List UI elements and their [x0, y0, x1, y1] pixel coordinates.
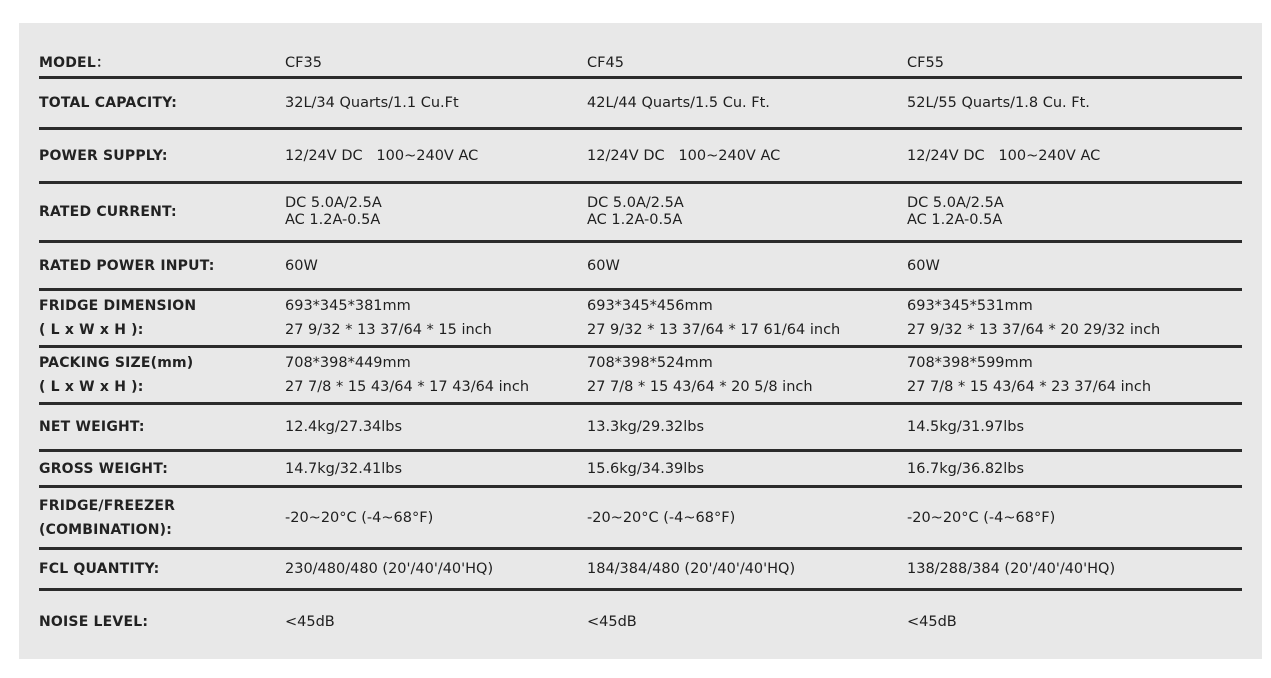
row-label: FCL QUANTITY: — [39, 561, 160, 577]
cf55-value: DC 5.0A/2.5A AC 1.2A-0.5A — [907, 195, 1004, 228]
row-label: NOISE LEVEL: — [39, 614, 149, 630]
spec-row-total-capacity — [39, 79, 1242, 127]
row-label: MODEL： — [39, 55, 111, 71]
row-label: FRIDGE DIMENSION ( L x W x H ): — [39, 298, 197, 338]
cf55-value: -20~20°C (-4~68°F) — [907, 509, 1056, 526]
cf55-value: 52L/55 Quarts/1.8 Cu. Ft. — [907, 95, 1090, 111]
cf35-value: DC 5.0A/2.5A AC 1.2A-0.5A — [285, 195, 382, 228]
spec-row-rated-power-input — [39, 243, 1242, 288]
cf55-value: 12/24V DC 100~240V AC — [907, 147, 1101, 164]
spec-table — [19, 23, 1262, 659]
cf35-value: 693*345*381mm 27 9/32 * 13 37/64 * 15 inch — [285, 298, 492, 338]
row-label: NET WEIGHT: — [39, 419, 145, 435]
cf45-value: 15.6kg/34.39lbs — [587, 460, 705, 477]
row-label: POWER SUPPLY: — [39, 147, 168, 164]
cf45-value: 708*398*524mm 27 7/8 * 15 43/64 * 20 5/8 inch — [587, 355, 813, 395]
row-label: RATED POWER INPUT: — [39, 257, 215, 274]
spec-row-packing-size — [39, 348, 1242, 402]
cf55-value: 16.7kg/36.82lbs — [907, 460, 1025, 477]
spec-row-fridge-dimension — [39, 291, 1242, 345]
cf45-value: 13.3kg/29.32lbs — [587, 419, 705, 435]
cf35-value: 230/480/480 (20'/40'/40'HQ) — [285, 561, 494, 577]
cf55-value: 138/288/384 (20'/40'/40'HQ) — [907, 561, 1116, 577]
spec-row-rated-current — [39, 184, 1242, 240]
cf45-value: 42L/44 Quarts/1.5 Cu. Ft. — [587, 95, 770, 111]
cf45-value: 184/384/480 (20'/40'/40'HQ) — [587, 561, 796, 577]
cf55-value: 14.5kg/31.97lbs — [907, 419, 1025, 435]
cf35-value: 708*398*449mm 27 7/8 * 15 43/64 * 17 43/64 inch — [285, 355, 530, 395]
cf55-value: 708*398*599mm 27 7/8 * 15 43/64 * 23 37/64 inch — [907, 355, 1152, 395]
spec-row-fridge-freezer — [39, 488, 1242, 547]
cf45-value: 60W — [587, 257, 620, 274]
spec-row-power-supply — [39, 130, 1242, 181]
cf35-value: 12.4kg/27.34lbs — [285, 419, 403, 435]
spec-row-fcl-quantity — [39, 550, 1242, 588]
cf55-value: CF55 — [907, 55, 944, 71]
row-label: TOTAL CAPACITY: — [39, 95, 178, 111]
cf45-value: CF45 — [587, 55, 624, 71]
spec-row-gross-weight — [39, 452, 1242, 485]
spec-row-model — [39, 50, 1242, 76]
cf45-value: 12/24V DC 100~240V AC — [587, 147, 781, 164]
cf45-value: <45dB — [587, 614, 637, 630]
spec-row-net-weight — [39, 405, 1242, 449]
cf55-value: <45dB — [907, 614, 957, 630]
cf45-value: DC 5.0A/2.5A AC 1.2A-0.5A — [587, 195, 684, 228]
row-label: RATED CURRENT: — [39, 204, 177, 220]
cf35-value: 32L/34 Quarts/1.1 Cu.Ft — [285, 95, 459, 111]
row-divider — [39, 588, 1242, 591]
cf35-value: CF35 — [285, 55, 322, 71]
spec-row-noise-level — [39, 597, 1242, 647]
cf55-value: 60W — [907, 257, 940, 274]
row-label: PACKING SIZE(mm) ( L x W x H ): — [39, 355, 194, 395]
cf35-value: -20~20°C (-4~68°F) — [285, 509, 434, 526]
cf35-value: 60W — [285, 257, 318, 274]
row-label: FRIDGE/FREEZER (COMBINATION): — [39, 497, 176, 538]
cf55-value: 693*345*531mm 27 9/32 * 13 37/64 * 20 29/32 inch — [907, 298, 1161, 338]
row-label: GROSS WEIGHT: — [39, 460, 168, 477]
cf45-value: -20~20°C (-4~68°F) — [587, 509, 736, 526]
cf45-value: 693*345*456mm 27 9/32 * 13 37/64 * 17 61/64 inch — [587, 298, 841, 338]
cf35-value: 12/24V DC 100~240V AC — [285, 147, 479, 164]
cf35-value: 14.7kg/32.41lbs — [285, 460, 403, 477]
cf35-value: <45dB — [285, 614, 335, 630]
